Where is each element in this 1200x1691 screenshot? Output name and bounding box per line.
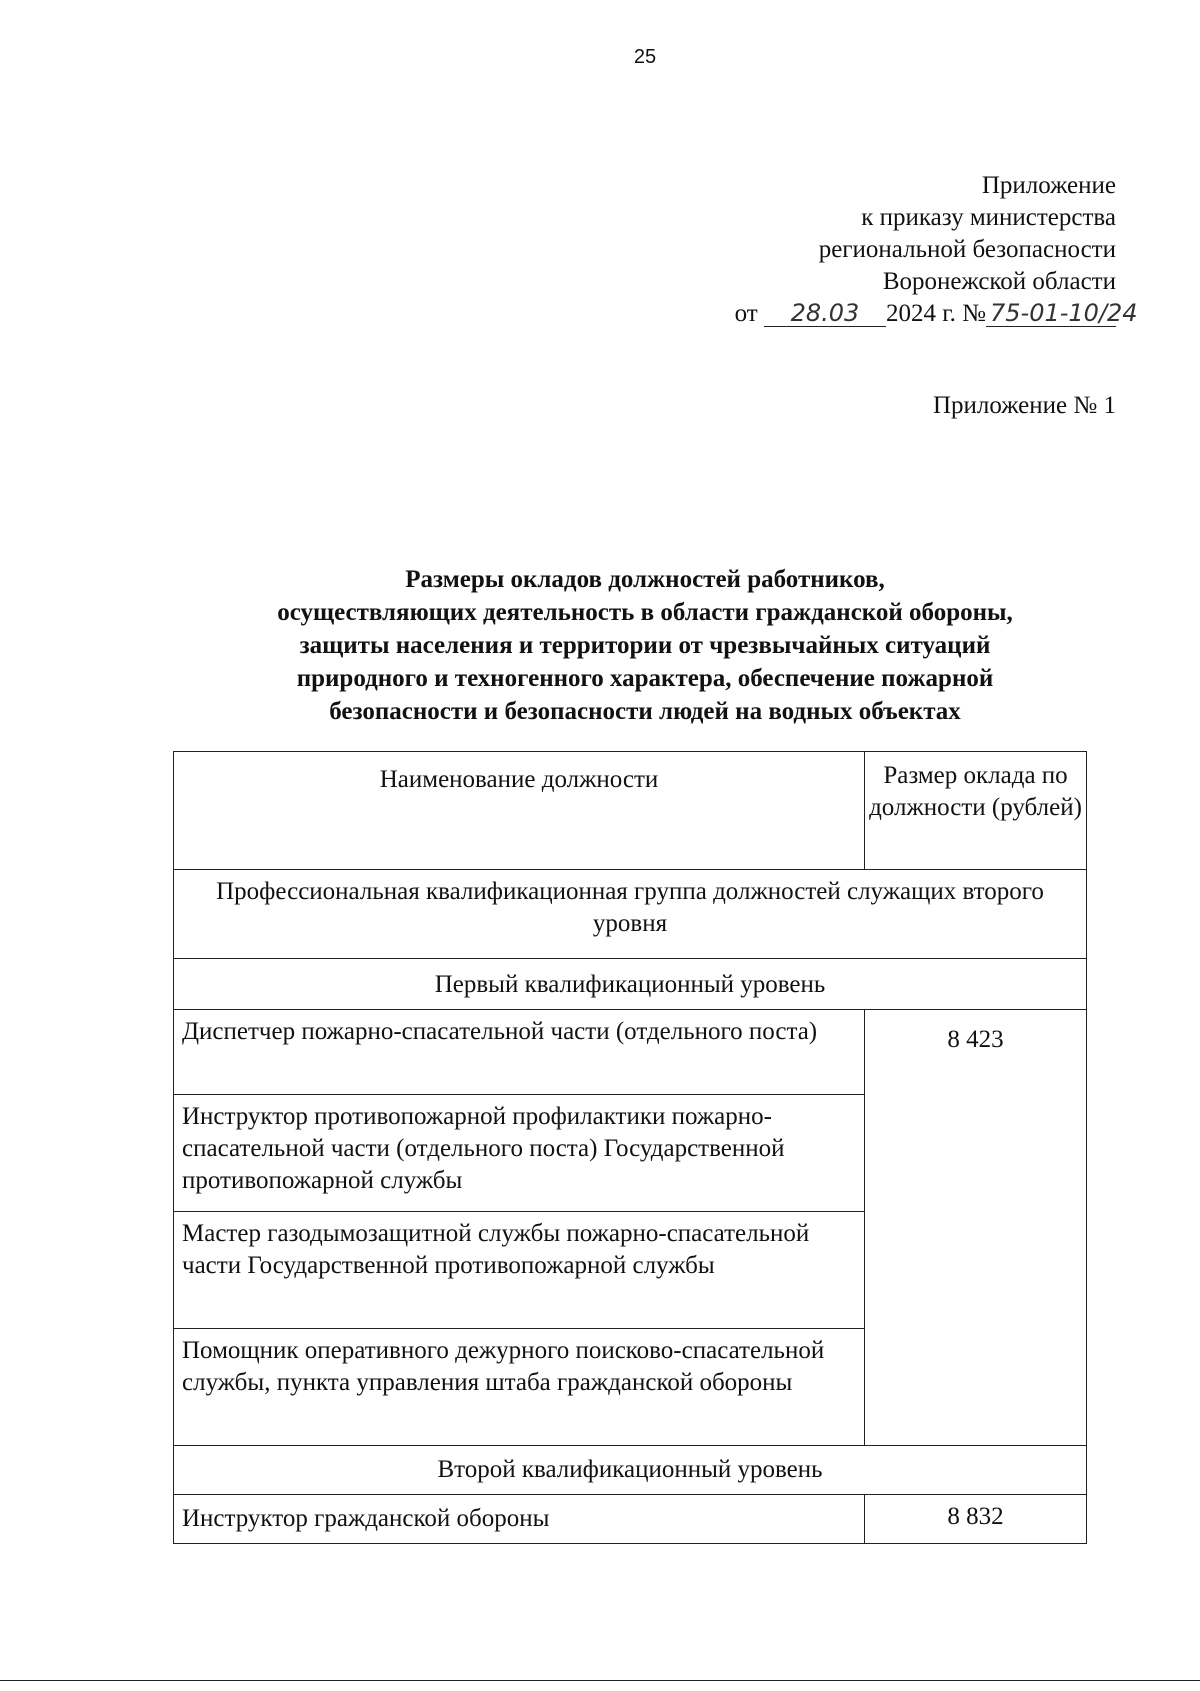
page-number: 25 [633,46,657,68]
position-name: Мастер газодымозащитной службы пожарно-спасательной части Государственной противопожарной службы [174,1212,865,1329]
document-title [160,563,1130,728]
column-header-position: Наименование должности [174,752,865,870]
handwritten-order-number: 75-01-10/24 [986,300,1116,327]
position-name: Инструктор противопожарной профилактики пожарно-спасательной части (отдельного поста) Государственной противопожарной службы [174,1095,865,1212]
table-row [174,1010,1087,1095]
year-number-label: 2024 г. № [885,300,986,327]
qualification-group-title: Профессиональная квалификационная группа должностей служащих второго уровня [174,870,1087,959]
position-name: Помощник оперативного дежурного поисково-спасательной службы, пункта управления штаба гражданской обороны [174,1329,865,1446]
table-row [174,870,1087,959]
appendix-number: Приложение № 1 [932,392,1116,419]
salary-value: 8 423 [865,1010,1087,1446]
title-line: защиты населения и территории от чрезвычайных ситуаций [299,632,991,659]
table-header-row [174,752,1087,870]
level-1-title: Первый квалификационный уровень [174,959,1087,1010]
header-line-ministry: региональной безопасности [818,236,1116,263]
position-name: Инструктор гражданской обороны [174,1495,865,1544]
handwritten-date: 28.03 [764,300,886,327]
title-line: природного и техногенного характера, обеспечение пожарной [296,665,994,692]
header-line-appendix: Приложение [981,172,1116,199]
header-line-region: Воронежской области [882,268,1116,295]
table-row [174,1495,1087,1544]
column-header-salary: Размер оклада по должности (рублей) [865,752,1087,870]
footer-divider [0,1680,1200,1681]
header-line-order: к приказу министерства [861,204,1116,231]
title-line: безопасности и безопасности людей на водных объектах [329,698,961,725]
table-row [174,1446,1087,1495]
table-row [174,959,1087,1010]
salary-table [173,751,1087,1544]
position-name: Диспетчер пожарно-спасательной части (отдельного поста) [174,1010,865,1095]
salary-value: 8 832 [865,1495,1087,1544]
level-2-title: Второй квалификационный уровень [174,1446,1087,1495]
title-line: осуществляющих деятельность в области гражданской обороны, [277,599,1013,626]
date-prefix: от [734,300,758,327]
appendix-header [556,170,1138,330]
title-line: Размеры окладов должностей работников, [405,566,885,593]
order-date-line [556,298,1138,330]
